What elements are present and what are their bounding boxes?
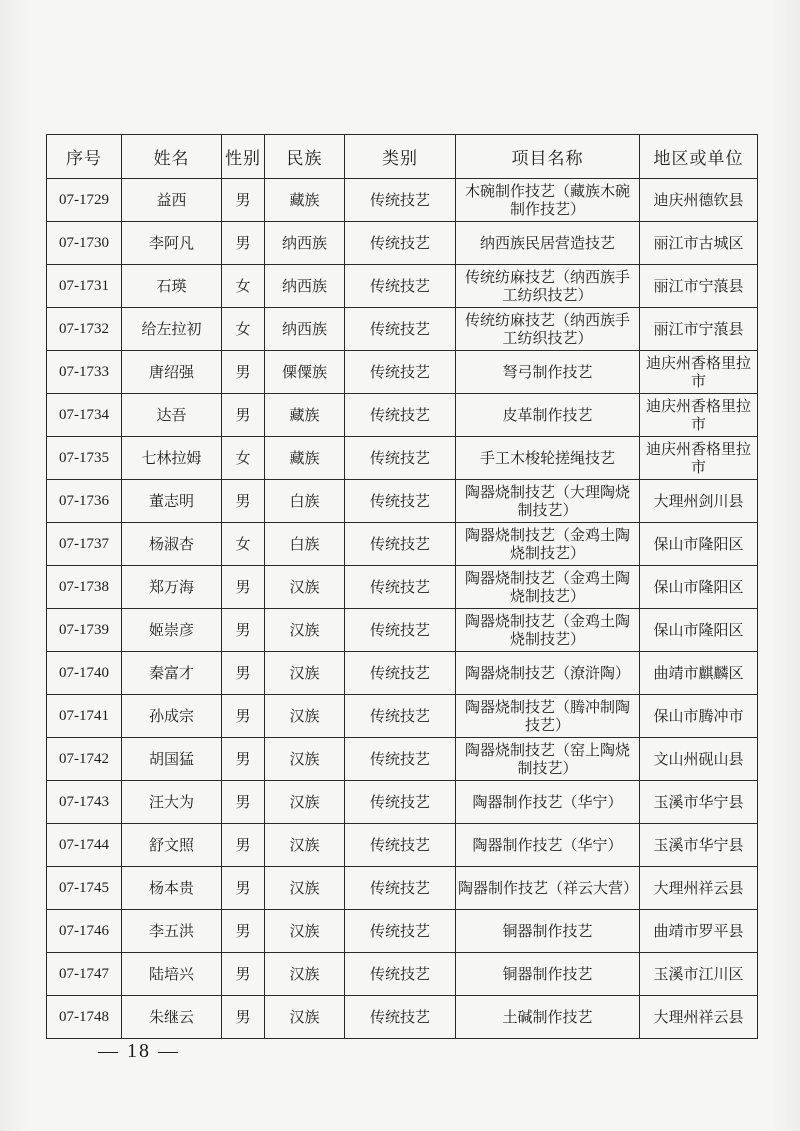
cell-gender: 男 [222,996,265,1039]
table-row [47,179,758,222]
cell-project-name: 铜器制作技艺 [456,953,640,996]
cell-name: 朱继云 [122,996,222,1039]
cell-project-name: 陶器烧制技艺（大理陶烧制技艺） [456,480,640,523]
cell-gender: 女 [222,308,265,351]
table-row [47,566,758,609]
cell-serial-number: 07-1739 [47,609,122,652]
table-row [47,222,758,265]
header-serial-number: 序号 [47,135,122,179]
cell-category: 传统技艺 [345,179,456,222]
cell-ethnicity: 纳西族 [265,308,345,351]
cell-region: 曲靖市罗平县 [640,910,758,953]
cell-region: 曲靖市麒麟区 [640,652,758,695]
cell-region: 丽江市宁蒗县 [640,308,758,351]
cell-region: 保山市隆阳区 [640,609,758,652]
cell-category: 传统技艺 [345,996,456,1039]
cell-category: 传统技艺 [345,222,456,265]
cell-region: 迪庆州香格里拉市 [640,351,758,394]
cell-name: 石瑛 [122,265,222,308]
cell-project-name: 弩弓制作技艺 [456,351,640,394]
cell-serial-number: 07-1744 [47,824,122,867]
cell-serial-number: 07-1743 [47,781,122,824]
table-row [47,824,758,867]
header-region: 地区或单位 [640,135,758,179]
cell-project-name: 传统纺麻技艺（纳西族手工纺织技艺） [456,308,640,351]
cell-region: 迪庆州香格里拉市 [640,394,758,437]
cell-gender: 男 [222,953,265,996]
cell-project-name: 陶器烧制技艺（窑上陶烧制技艺） [456,738,640,781]
cell-name: 孙成宗 [122,695,222,738]
cell-gender: 男 [222,394,265,437]
cell-region: 丽江市宁蒗县 [640,265,758,308]
cell-gender: 男 [222,824,265,867]
table-row [47,867,758,910]
cell-region: 保山市腾冲市 [640,695,758,738]
cell-region: 保山市隆阳区 [640,523,758,566]
cell-region: 文山州砚山县 [640,738,758,781]
cell-gender: 女 [222,265,265,308]
cell-region: 丽江市古城区 [640,222,758,265]
table-row [47,480,758,523]
cell-gender: 男 [222,910,265,953]
cell-project-name: 手工木梭轮搓绳技艺 [456,437,640,480]
cell-name: 七林拉姆 [122,437,222,480]
cell-gender: 男 [222,222,265,265]
cell-gender: 男 [222,781,265,824]
page-number: — 18 — [98,1040,180,1062]
cell-project-name: 土碱制作技艺 [456,996,640,1039]
header-gender: 性别 [222,135,265,179]
cell-ethnicity: 汉族 [265,824,345,867]
cell-ethnicity: 汉族 [265,953,345,996]
cell-ethnicity: 傈僳族 [265,351,345,394]
cell-category: 传统技艺 [345,480,456,523]
cell-serial-number: 07-1733 [47,351,122,394]
cell-region: 玉溪市江川区 [640,953,758,996]
cell-region: 保山市隆阳区 [640,566,758,609]
cell-gender: 男 [222,480,265,523]
cell-project-name: 木碗制作技艺（藏族木碗制作技艺） [456,179,640,222]
cell-serial-number: 07-1745 [47,867,122,910]
cell-ethnicity: 汉族 [265,996,345,1039]
cell-serial-number: 07-1736 [47,480,122,523]
cell-ethnicity: 汉族 [265,910,345,953]
cell-ethnicity: 白族 [265,523,345,566]
heritage-inheritor-table [46,134,758,1039]
table-row [47,394,758,437]
cell-name: 唐绍强 [122,351,222,394]
cell-region: 玉溪市华宁县 [640,824,758,867]
cell-ethnicity: 汉族 [265,652,345,695]
cell-ethnicity: 汉族 [265,867,345,910]
cell-project-name: 陶器烧制技艺（腾冲制陶技艺） [456,695,640,738]
cell-ethnicity: 藏族 [265,437,345,480]
cell-serial-number: 07-1747 [47,953,122,996]
table-body [47,179,758,1039]
table-row [47,652,758,695]
table-row [47,308,758,351]
cell-name: 杨淑杏 [122,523,222,566]
cell-ethnicity: 汉族 [265,781,345,824]
cell-serial-number: 07-1746 [47,910,122,953]
cell-project-name: 陶器制作技艺（祥云大营） [456,867,640,910]
cell-gender: 男 [222,867,265,910]
header-category: 类别 [345,135,456,179]
cell-ethnicity: 汉族 [265,609,345,652]
cell-name: 陆培兴 [122,953,222,996]
cell-serial-number: 07-1734 [47,394,122,437]
cell-serial-number: 07-1732 [47,308,122,351]
cell-name: 胡国猛 [122,738,222,781]
cell-ethnicity: 白族 [265,480,345,523]
cell-project-name: 陶器烧制技艺（金鸡土陶烧制技艺） [456,523,640,566]
cell-serial-number: 07-1748 [47,996,122,1039]
cell-gender: 男 [222,609,265,652]
table-row [47,738,758,781]
cell-region: 大理州剑川县 [640,480,758,523]
cell-category: 传统技艺 [345,308,456,351]
cell-gender: 男 [222,738,265,781]
cell-gender: 女 [222,523,265,566]
cell-category: 传统技艺 [345,652,456,695]
cell-category: 传统技艺 [345,265,456,308]
cell-project-name: 陶器制作技艺（华宁） [456,824,640,867]
cell-region: 大理州祥云县 [640,867,758,910]
cell-project-name: 皮革制作技艺 [456,394,640,437]
cell-region: 迪庆州德钦县 [640,179,758,222]
cell-project-name: 陶器烧制技艺（金鸡土陶烧制技艺） [456,566,640,609]
cell-name: 姬崇彦 [122,609,222,652]
cell-gender: 男 [222,695,265,738]
table-row [47,351,758,394]
cell-name: 舒文照 [122,824,222,867]
cell-ethnicity: 藏族 [265,179,345,222]
table-row [47,695,758,738]
cell-ethnicity: 纳西族 [265,222,345,265]
cell-category: 传统技艺 [345,437,456,480]
cell-category: 传统技艺 [345,394,456,437]
table-row [47,609,758,652]
cell-name: 董志明 [122,480,222,523]
table-row [47,437,758,480]
cell-category: 传统技艺 [345,609,456,652]
cell-name: 益西 [122,179,222,222]
table-row [47,265,758,308]
cell-ethnicity: 藏族 [265,394,345,437]
cell-serial-number: 07-1731 [47,265,122,308]
cell-serial-number: 07-1741 [47,695,122,738]
cell-category: 传统技艺 [345,910,456,953]
cell-ethnicity: 汉族 [265,566,345,609]
cell-project-name: 传统纺麻技艺（纳西族手工纺织技艺） [456,265,640,308]
cell-category: 传统技艺 [345,738,456,781]
cell-gender: 男 [222,351,265,394]
cell-name: 达吾 [122,394,222,437]
cell-project-name: 铜器制作技艺 [456,910,640,953]
cell-ethnicity: 汉族 [265,738,345,781]
cell-category: 传统技艺 [345,523,456,566]
cell-region: 玉溪市华宁县 [640,781,758,824]
cell-name: 郑万海 [122,566,222,609]
cell-category: 传统技艺 [345,867,456,910]
header-name: 姓名 [122,135,222,179]
cell-category: 传统技艺 [345,824,456,867]
cell-gender: 女 [222,437,265,480]
cell-name: 秦富才 [122,652,222,695]
cell-region: 迪庆州香格里拉市 [640,437,758,480]
cell-ethnicity: 汉族 [265,695,345,738]
cell-category: 传统技艺 [345,953,456,996]
cell-name: 李五洪 [122,910,222,953]
cell-name: 李阿凡 [122,222,222,265]
cell-serial-number: 07-1729 [47,179,122,222]
cell-gender: 男 [222,179,265,222]
table-row [47,996,758,1039]
table-header-row [47,135,758,179]
cell-name: 杨本贵 [122,867,222,910]
cell-region: 大理州祥云县 [640,996,758,1039]
cell-project-name: 纳西族民居营造技艺 [456,222,640,265]
header-ethnicity: 民族 [265,135,345,179]
cell-category: 传统技艺 [345,781,456,824]
cell-category: 传统技艺 [345,566,456,609]
cell-gender: 男 [222,566,265,609]
cell-category: 传统技艺 [345,351,456,394]
cell-serial-number: 07-1738 [47,566,122,609]
cell-gender: 男 [222,652,265,695]
cell-serial-number: 07-1742 [47,738,122,781]
cell-ethnicity: 纳西族 [265,265,345,308]
table-row [47,910,758,953]
table-row [47,953,758,996]
cell-serial-number: 07-1737 [47,523,122,566]
cell-serial-number: 07-1735 [47,437,122,480]
cell-name: 给左拉初 [122,308,222,351]
cell-serial-number: 07-1730 [47,222,122,265]
cell-category: 传统技艺 [345,695,456,738]
cell-name: 汪大为 [122,781,222,824]
cell-project-name: 陶器制作技艺（华宁） [456,781,640,824]
cell-project-name: 陶器烧制技艺（金鸡土陶烧制技艺） [456,609,640,652]
cell-serial-number: 07-1740 [47,652,122,695]
table-row [47,781,758,824]
cell-project-name: 陶器烧制技艺（潦浒陶） [456,652,640,695]
table-row [47,523,758,566]
header-project-name: 项目名称 [456,135,640,179]
